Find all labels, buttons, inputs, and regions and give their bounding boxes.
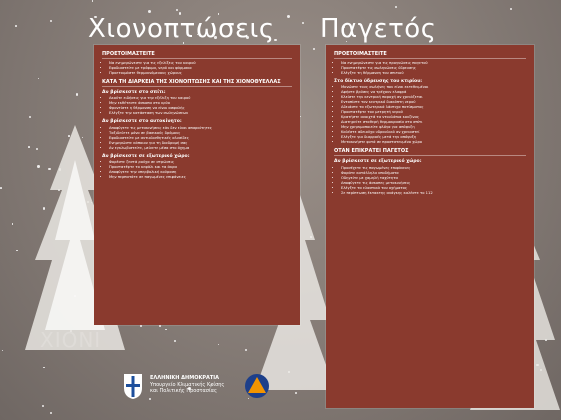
snowflake <box>92 0 93 1</box>
guideline-item: • Ελέγξτε την κατάσταση των σωληνώσεων <box>109 111 292 116</box>
snowflake <box>148 10 151 13</box>
guideline-list <box>102 96 292 116</box>
snowflake <box>510 8 512 10</box>
guideline-list <box>102 126 292 151</box>
snowflake <box>76 93 78 95</box>
guideline-item: • Μονώστε τους σωλήνες που είναι εκτεθειμένοι <box>341 85 526 90</box>
guideline-item: • Ενημερώστε κάποιον για τη διαδρομή σας <box>109 141 292 146</box>
guideline-list <box>334 85 526 145</box>
section-heading: Στο δίκτυο ύδρευσης του κτιρίου: <box>334 78 423 84</box>
snowflake <box>16 250 18 252</box>
snowflake <box>12 223 13 224</box>
section-heading: ΟΤΑΝ ΕΠΙΚΡΑΤΕΙ ΠΑΓΕΤΟΣ <box>334 148 526 156</box>
section-heading: Αν βρίσκεστε σε εξωτερικό χώρο: <box>102 153 190 159</box>
guideline-list <box>102 160 292 180</box>
snowfall-guidelines-panel <box>94 45 300 325</box>
snowflake <box>140 325 142 327</box>
guideline-item: • Αν εγκλωβιστείτε, μείνετε μέσα στο όχημα <box>109 146 292 151</box>
guideline-item: • Προσέχετε τις παγωμένες επιφάνειες <box>341 166 526 171</box>
guideline-item: • Σε περίπτωση έκτακτης ανάγκης καλέστε το 112 <box>341 191 526 196</box>
snowflake <box>176 9 178 11</box>
guideline-item: • Αφήστε βρύσες να τρέχουν ελαφρά <box>341 90 526 95</box>
guideline-item: • Φροντίστε η θέρμανση να είναι ασφαλής <box>109 106 292 111</box>
guideline-item: • Κλείστε την κεντρική παροχή αν χρειάζεται <box>341 95 526 100</box>
guideline-item: • Οδηγείτε με χαμηλή ταχύτητα <box>341 176 526 181</box>
guideline-item: • Μην εκθέτεστε άσκοπα στο κρύο <box>109 101 292 106</box>
section-heading: Αν βρίσκεστε στο αυτοκίνητο: <box>102 119 182 124</box>
section-heading: ΠΡΟΕΤΟΙΜΑΣΤΕΙΤΕ <box>334 51 526 59</box>
guideline-item: • Ταξιδεύετε μόνο σε βασικούς δρόμους <box>109 131 292 136</box>
guideline-item: • Αδειάστε τα εξωτερικά λάστιχα ποτίσματος <box>341 105 526 110</box>
title-snowfall: Χιονοπτώσεις <box>88 14 275 44</box>
guideline-item: • Προστατέψτε τις σωληνώσεις ύδρευσης <box>341 66 526 71</box>
section-heading: ΠΡΟΕΤΟΙΜΑΣΤΕΙΤΕ <box>102 51 292 59</box>
snowflake <box>2 350 3 351</box>
ministry-line-3: και Πολιτικής Προστασίας <box>150 388 217 394</box>
ministry-line-2: Υπουργείο Κλιματικής Κρίσης <box>150 381 225 388</box>
snowflake <box>15 25 17 27</box>
snowflake <box>159 325 161 327</box>
guideline-item: • Αποφύγετε την υπερβολική κούραση <box>109 170 292 175</box>
guideline-item: • Μην περπατάτε σε παγωμένες επιφάνειες <box>109 175 292 180</box>
snowflake <box>149 398 152 401</box>
guideline-item: • Προστατέψτε το κεφάλι και τα άκρα <box>109 165 292 170</box>
guideline-list <box>334 191 526 196</box>
snowflake <box>313 48 315 50</box>
guideline-list <box>334 166 526 191</box>
guideline-list <box>102 61 292 76</box>
frost-guidelines-panel <box>326 45 534 408</box>
guideline-item: • Να ενημερώνεστε για τις προγνώσεις παγετού <box>341 61 526 66</box>
guideline-item: • Κρατήστε ανοιχτά τα ντουλάπια κουζίνας <box>341 115 526 120</box>
guideline-item: • Αποφύγετε τις μετακινήσεις εάν δεν είναι απαραίτητες <box>109 126 292 131</box>
guideline-item: • Εφοδιαστείτε με τρόφιμα, νερό και φάρμακα <box>109 66 292 71</box>
snowflake <box>287 15 290 18</box>
snowflake <box>165 329 167 331</box>
guideline-item: • Φοράτε κατάλληλα υποδήματα <box>341 171 526 176</box>
snowflake <box>50 20 52 22</box>
guideline-item: • Να ενημερώνεστε για τις εξελίξεις του καιρού <box>109 61 292 66</box>
guideline-item: • Ακούτε ειδήσεις για την εξέλιξη του καιρού <box>109 96 292 101</box>
section-heading: Αν βρίσκεστε στο σπίτι: <box>102 89 166 95</box>
background-watermark: ΧΙΟΝΙ <box>40 328 102 352</box>
guideline-item: • Διατηρείτε σταθερή θερμοκρασία στο σπίτι <box>341 120 526 125</box>
guideline-item: • Εντοπίστε τον κεντρικό διακόπτη νερού <box>341 100 526 105</box>
snowflake <box>0 187 2 189</box>
snowflake <box>395 6 397 8</box>
snowflake <box>245 349 247 351</box>
guideline-item: • Ελέγξτε τη θέρμανση του σπιτιού <box>341 71 526 76</box>
snowflake <box>38 78 39 79</box>
guideline-item: • Φορέστε ζεστά ρούχα σε στρώσεις <box>109 160 292 165</box>
guideline-item: • Ελέγξτε για διαρροές μετά την απόψυξη <box>341 135 526 140</box>
guideline-item: • Εφοδιαστείτε με αντιολισθητικές αλυσίδες <box>109 136 292 141</box>
ministry-text <box>150 375 224 395</box>
guideline-item: • Ελέγξτε τα ελαστικά του οχήματος <box>341 186 526 191</box>
title-frost: Παγετός <box>320 14 437 44</box>
guideline-item: • Καλέστε αδειούχο υδραυλικό αν χρειαστεί <box>341 130 526 135</box>
guideline-list <box>334 61 526 76</box>
snowflake <box>302 22 304 24</box>
guideline-item: • Μετακινήστε φυτά σε προστατευμένο χώρο <box>341 140 526 145</box>
snowflake <box>218 344 219 345</box>
section-heading: Αν βρίσκεστε σε εξωτερικό χώρο: <box>334 159 422 164</box>
guideline-item: • Προστατέψτε τον μετρητή νερού <box>341 110 526 115</box>
snowflake <box>29 116 31 118</box>
greek-coat-of-arms-icon <box>122 372 144 400</box>
guideline-item: • Αποφύγετε τις άσκοπες μετακινήσεις <box>341 181 526 186</box>
ministry-line-1: ΕΛΛΗΝΙΚΗ ΔΗΜΟΚΡΑΤΙΑ <box>150 375 220 381</box>
section-heading: ΚΑΤΑ ΤΗ ΔΙΑΡΚΕΙΑ ΤΗΣ ΧΙΟΝΟΠΤΩΣΗΣ ΚΑΙ ΤΗΣ ΧΙΟΝΟΘΥΕΛΛΑΣ <box>102 79 292 87</box>
snowflake <box>174 340 176 342</box>
guideline-item: • Μην χρησιμοποιείτε φλόγα για απόψυξη <box>341 125 526 130</box>
guideline-item: • Προετοιμάστε θερμαινόμενους χώρους <box>109 71 292 76</box>
civil-protection-emblem-icon <box>244 373 270 399</box>
